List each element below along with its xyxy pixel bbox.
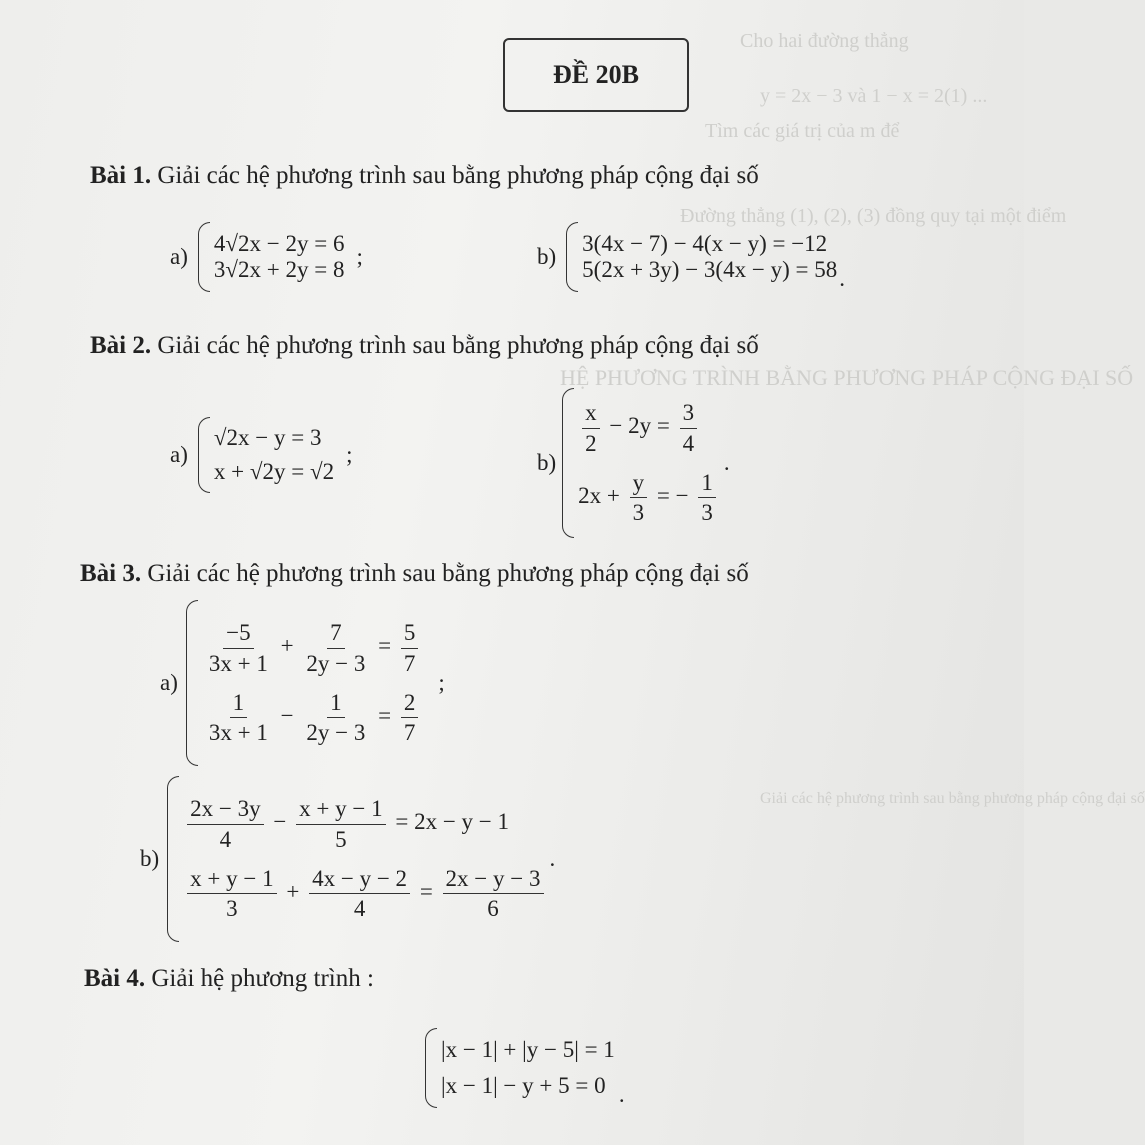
separator: ;	[438, 670, 445, 695]
fraction-numerator: 2x − y − 3	[443, 866, 544, 894]
equation-text: = −	[656, 483, 689, 509]
exercise-4-heading	[84, 965, 374, 993]
exercise-2b-system	[537, 388, 730, 538]
bleed-text: Giải các hệ phương trình sau bằng phương pháp cộng đại số	[760, 790, 1145, 807]
fraction-denominator: 6	[487, 896, 499, 922]
brace-icon	[167, 776, 179, 942]
exercise-1b-system	[537, 222, 845, 292]
exercise-2a-system	[170, 417, 352, 493]
part-label: b)	[537, 450, 557, 475]
fraction-denominator: 5	[335, 826, 347, 852]
separator: .	[723, 450, 730, 475]
brace-icon	[566, 222, 578, 292]
fraction-numerator: 1	[698, 470, 716, 498]
equation: x + √2y = √2	[213, 459, 335, 484]
equation: 4√2x − 2y = 6	[213, 231, 345, 256]
bleed-text: y = 2x − 3 và 1 − x = 2(1) ...	[760, 85, 988, 107]
equation	[578, 400, 720, 456]
fraction-denominator: 2y − 3	[306, 650, 366, 676]
exercise-1-text: Giải các hệ phương trình sau bằng phương pháp cộng đại số	[157, 162, 759, 189]
operator: −	[280, 703, 294, 729]
operator: +	[286, 879, 300, 905]
operator: =	[419, 879, 433, 905]
bleed-text: Cho hai đường thẳng	[740, 30, 909, 52]
exercise-1-label: Bài 1.	[90, 162, 152, 189]
bleed-text: Tìm các giá trị của m để	[705, 120, 900, 142]
bleed-text: HỆ PHƯƠNG TRÌNH BẰNG PHƯƠNG PHÁP CỘNG ĐẠI SỐ	[560, 365, 1134, 390]
part-label: a)	[170, 244, 188, 269]
separator: .	[618, 1082, 625, 1107]
separator: .	[839, 266, 845, 291]
separator: .	[549, 846, 556, 871]
exercise-4-system	[425, 1028, 625, 1108]
equation: 5(2x + 3y) − 3(4x − y) = 58	[582, 257, 838, 282]
equation	[202, 620, 422, 676]
equation-text: = 2x − y − 1	[395, 809, 510, 835]
exercise-4-text: Giải hệ phương trình :	[151, 965, 374, 992]
equation	[183, 866, 547, 922]
fraction-numerator: −5	[223, 620, 253, 648]
fraction-numerator: x + y − 1	[296, 796, 385, 824]
exercise-2-text: Giải các hệ phương trình sau bằng phương pháp cộng đại số	[157, 332, 759, 359]
fraction-numerator: 1	[230, 690, 248, 718]
equation	[202, 690, 422, 746]
fraction-denominator: 2y − 3	[306, 720, 366, 746]
fraction-denominator: 3x + 1	[208, 650, 268, 676]
equation: 3(4x − 7) − 4(x − y) = −12	[582, 231, 828, 256]
exercise-2-label: Bài 2.	[90, 332, 152, 359]
fraction-numerator: y	[630, 470, 648, 498]
fraction-numerator: 2x − 3y	[187, 796, 263, 824]
fraction-denominator: 7	[403, 720, 416, 746]
operator: =	[378, 703, 392, 729]
brace-icon	[198, 222, 210, 292]
fraction-numerator: x	[582, 400, 600, 428]
fraction-denominator: 4	[353, 896, 366, 922]
brace-icon	[198, 417, 210, 493]
fraction-denominator: 3	[701, 500, 713, 526]
fraction-numerator: 3	[680, 400, 698, 428]
exercise-3-heading	[80, 560, 749, 588]
brace-icon	[186, 600, 198, 766]
exercise-3b-system	[140, 776, 555, 942]
equation: |x − 1| + |y − 5| = 1	[441, 1037, 615, 1062]
operator: =	[378, 633, 392, 659]
page-title: ĐỀ 20B	[503, 38, 689, 112]
exercise-3-text: Giải các hệ phương trình sau bằng phương pháp cộng đại số	[147, 560, 749, 587]
part-label: b)	[140, 846, 160, 871]
exercise-3-label: Bài 3.	[80, 560, 142, 587]
exercise-1a-system	[170, 222, 363, 292]
equation-text: − 2y =	[609, 413, 670, 439]
exercise-4-label: Bài 4.	[84, 965, 146, 992]
separator: ;	[356, 244, 363, 269]
fraction-numerator: 1	[327, 690, 345, 718]
fraction-numerator: 5	[401, 620, 419, 648]
bleed-text: Đường thẳng (1), (2), (3) đồng quy tại một điểm	[680, 205, 1067, 227]
equation: |x − 1| − y + 5 = 0	[441, 1073, 606, 1098]
fraction-denominator: 2	[585, 430, 597, 456]
equation	[183, 796, 547, 852]
equation: 3√2x + 2y = 8	[213, 257, 345, 282]
fraction-denominator: 3	[226, 896, 238, 922]
operator: −	[273, 809, 287, 835]
part-label: b)	[537, 244, 557, 269]
exercise-3a-system	[160, 600, 445, 766]
equation-text: 2x +	[578, 483, 620, 509]
fraction-denominator: 7	[403, 650, 416, 676]
part-label: a)	[160, 670, 178, 695]
fraction-numerator: 2	[401, 690, 419, 718]
fraction-numerator: x + y − 1	[187, 866, 276, 894]
exercise-1-heading	[90, 162, 759, 190]
brace-icon	[425, 1028, 437, 1108]
fraction-denominator: 4	[219, 826, 232, 852]
operator: +	[280, 633, 294, 659]
fraction-denominator: 3	[632, 500, 645, 526]
fraction-denominator: 3x + 1	[208, 720, 268, 746]
fraction-numerator: 4x − y − 2	[309, 866, 410, 894]
part-label: a)	[170, 442, 188, 467]
fraction-numerator: 7	[327, 620, 345, 648]
fraction-denominator: 4	[682, 430, 695, 456]
equation: √2x − y = 3	[213, 425, 322, 450]
exercise-2-heading	[90, 332, 759, 360]
brace-icon	[562, 388, 574, 538]
separator: ;	[346, 442, 353, 467]
equation	[578, 470, 720, 526]
